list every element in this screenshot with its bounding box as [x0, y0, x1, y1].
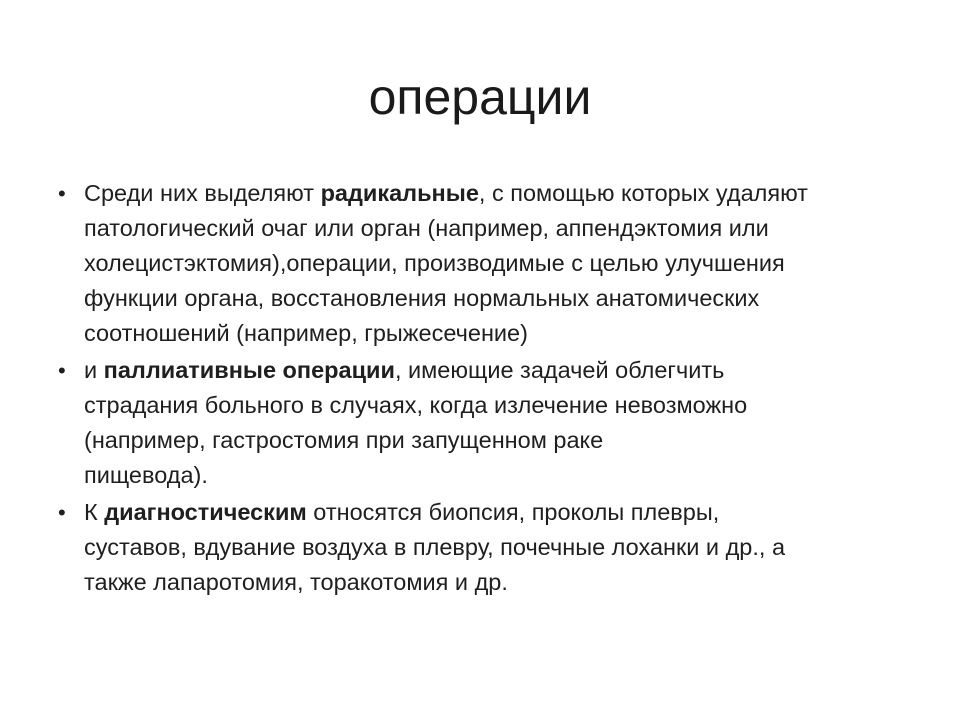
bullet-1-line-3: холецистэктомия),операции, производимые с целью улучшения [84, 250, 785, 276]
bullet-1-line-5: соотношений (например, грыжесечение) [84, 320, 528, 346]
bullet-radical-operations [58, 176, 898, 351]
bullet-1-line-1 [84, 176, 898, 211]
bullet-list [58, 176, 898, 602]
bullet-1-text-after: , с помощью которых удаляют [478, 180, 808, 206]
bullet-3-bold-term: диагностическим [104, 499, 307, 525]
bullet-3-line-2: суставов, вдувание воздуха в плевру, почечные лоханки и др., а [84, 534, 786, 560]
bullet-dot-icon: • [58, 358, 66, 383]
bullet-2-text-before: и [84, 357, 104, 383]
bullet-diagnostic-operations [58, 495, 898, 600]
bullet-3-line-1 [84, 495, 898, 530]
bullet-1-line-4: функции органа, восстановления нормальных анатомических [84, 285, 760, 311]
bullet-dot-icon: • [58, 181, 66, 206]
bullet-3-text-before: К [84, 499, 105, 525]
bullet-dot-icon: • [58, 500, 66, 525]
bullet-1-line-2: патологический очаг или орган (например, аппендэктомия или [84, 215, 769, 241]
bullet-1-text-before: Среди них выделяют [84, 180, 321, 206]
slide-title: операции [368, 69, 592, 125]
bullet-palliative-operations [58, 353, 898, 493]
bullet-2-line-3: (например, гастростомия при запущенном раке [84, 427, 604, 453]
bullet-2-line-1 [84, 353, 898, 388]
bullet-1-bold-term: радикальные [320, 180, 479, 206]
bullet-2-line-2: страдания больного в случаях, когда излечение невозможно [84, 392, 748, 418]
bullet-2-line-4: пищевода). [84, 462, 208, 488]
bullet-2-bold-term: паллиативные операции [103, 357, 395, 383]
bullet-3-line-3: также лапаротомия, торакотомия и др. [84, 569, 508, 595]
bullet-3-text-after: относятся биопсия, проколы плевры, [306, 499, 720, 525]
bullet-2-text-after: , имеющие задачей облегчить [394, 357, 725, 383]
